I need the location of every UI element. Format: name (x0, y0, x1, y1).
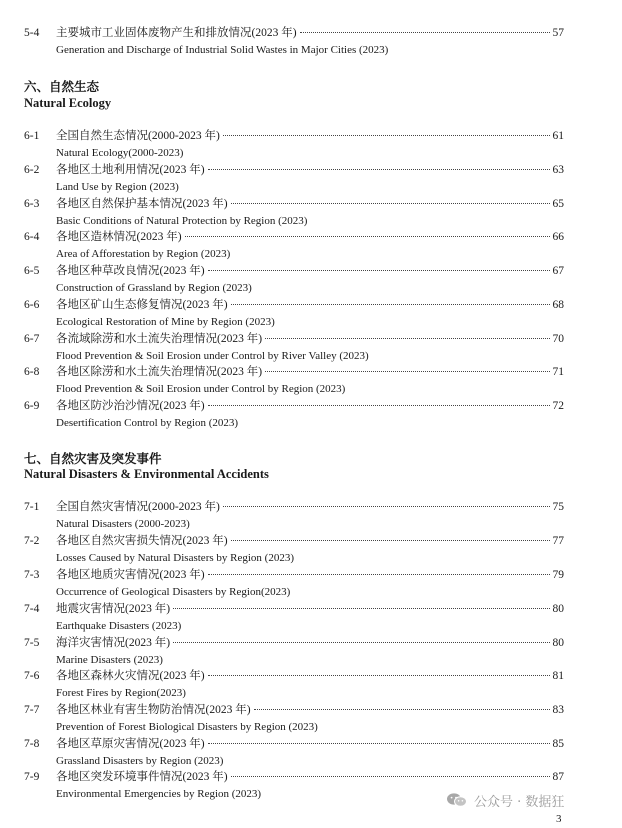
toc-entry[interactable] (24, 229, 564, 262)
entry-page: 67 (552, 265, 564, 277)
entry-page: 81 (552, 670, 564, 682)
entry-number: 7-4 (24, 603, 40, 615)
entry-number: 6-6 (24, 299, 40, 311)
dot-leader (173, 608, 549, 609)
entry-title-en: Prevention of Forest Biological Disasters by Region (2023) (56, 721, 318, 733)
entry-number: 7-9 (24, 771, 40, 783)
entry-title-zh: 各地区防沙治沙情况(2023 年) (56, 400, 205, 412)
dot-leader (254, 709, 550, 710)
toc-entry[interactable] (24, 601, 564, 634)
entry-title-zh: 各地区除涝和水土流失治理情况(2023 年) (56, 366, 263, 378)
toc-entry[interactable] (24, 331, 564, 364)
entry-number: 7-7 (24, 704, 40, 716)
entry-number: 6-8 (24, 366, 40, 378)
entry-number: 7-5 (24, 637, 40, 649)
entry-number: 7-1 (24, 501, 40, 513)
entry-page: 75 (552, 501, 564, 513)
entry-title-zh: 各地区森林火灾情况(2023 年) (56, 670, 205, 682)
toc-entry[interactable] (24, 398, 564, 431)
entry-title-zh: 各地区种草改良情况(2023 年) (56, 265, 205, 277)
entry-title-en: Flood Prevention & Soil Erosion under Control by Region (2023) (56, 383, 346, 395)
entry-number: 5-4 (24, 27, 40, 39)
watermark-text: 公众号 · 数据狂 (474, 794, 565, 810)
entry-page: 70 (552, 333, 564, 345)
toc-entry[interactable] (24, 162, 564, 195)
entry-number: 6-9 (24, 400, 40, 412)
entry-page: 63 (552, 164, 564, 176)
entry-title-zh: 各地区矿山生态修复情况(2023 年) (56, 299, 228, 311)
entry-title-zh: 各地区草原灾害情况(2023 年) (56, 738, 205, 750)
toc-entry[interactable] (24, 297, 564, 330)
entry-title-zh: 各地区造林情况(2023 年) (56, 231, 182, 243)
watermark (446, 790, 564, 810)
entry-title-zh: 全国自然生态情况(2000-2023 年) (56, 130, 220, 142)
wechat-icon (446, 792, 468, 808)
dot-leader (208, 743, 550, 744)
entry-page: 79 (552, 569, 564, 581)
entry-title-zh: 各地区土地利用情况(2023 年) (56, 164, 205, 176)
toc-entry[interactable] (24, 128, 564, 161)
entry-number: 6-7 (24, 333, 40, 345)
entry-title-zh: 海洋灾害情况(2023 年) (56, 637, 171, 649)
dot-leader (231, 304, 550, 305)
dot-leader (208, 169, 550, 170)
dot-leader (208, 270, 550, 271)
entry-title-zh: 各地区自然灾害损失情况(2023 年) (56, 535, 228, 547)
entry-title-en: Environmental Emergencies by Region (2023) (56, 788, 262, 800)
dot-leader (223, 506, 550, 507)
entry-page: 80 (552, 603, 564, 615)
entry-number: 6-4 (24, 231, 40, 243)
entry-page: 72 (552, 400, 564, 412)
entry-page: 87 (552, 771, 564, 783)
toc-entry[interactable] (24, 499, 564, 532)
entry-title-en: Area of Afforestation by Region (2023) (56, 248, 231, 260)
entry-title-en: Construction of Grassland by Region (2023) (56, 282, 252, 294)
dot-leader (265, 371, 549, 372)
dot-leader (208, 405, 550, 406)
entry-page: 83 (552, 704, 564, 716)
toc-entry[interactable] (24, 567, 564, 600)
page-number: 3 (556, 813, 562, 825)
section-heading-en: Natural Ecology (24, 96, 112, 110)
dot-leader (208, 675, 550, 676)
dot-leader (173, 642, 549, 643)
entry-title-zh: 各地区地质灾害情况(2023 年) (56, 569, 205, 581)
dot-leader (223, 135, 550, 136)
entry-page: 66 (552, 231, 564, 243)
entry-page: 80 (552, 637, 564, 649)
entry-title-zh: 主要城市工业固体废物产生和排放情况(2023 年) (56, 27, 297, 39)
dot-leader (231, 540, 550, 541)
entry-page: 57 (552, 27, 564, 39)
entry-title-en: Occurrence of Geological Disasters by Region(2023) (56, 586, 291, 598)
entry-title-en: Generation and Discharge of Industrial Solid Wastes in Major Cities (2023) (56, 44, 389, 56)
entry-number: 6-3 (24, 198, 40, 210)
entry-title-en: Ecological Restoration of Mine by Region (2023) (56, 316, 275, 328)
entry-number: 7-3 (24, 569, 40, 581)
entry-title-en: Losses Caused by Natural Disasters by Region (2023) (56, 552, 294, 564)
dot-leader (231, 203, 550, 204)
section-heading-en: Natural Disasters & Environmental Accidents (24, 467, 269, 481)
dot-leader (231, 776, 550, 777)
entry-title-zh: 各地区自然保护基本情况(2023 年) (56, 198, 228, 210)
dot-leader (265, 338, 549, 339)
entry-number: 7-2 (24, 535, 40, 547)
entry-page: 61 (552, 130, 564, 142)
entry-number: 6-5 (24, 265, 40, 277)
toc-entry[interactable] (24, 668, 564, 701)
entry-number: 7-6 (24, 670, 40, 682)
dot-leader (208, 574, 550, 575)
toc-entry[interactable] (24, 533, 564, 566)
entry-page: 77 (552, 535, 564, 547)
toc-entry[interactable] (24, 736, 564, 769)
entry-number: 7-8 (24, 738, 40, 750)
toc-entry[interactable] (24, 263, 564, 296)
section-heading-zh: 七、自然灾害及突发事件 (24, 451, 162, 466)
dot-leader (300, 32, 550, 33)
entry-title-en: Earthquake Disasters (2023) (56, 620, 182, 632)
entry-title-en: Marine Disasters (2023) (56, 654, 163, 666)
entry-page: 68 (552, 299, 564, 311)
toc-entry[interactable] (24, 25, 564, 58)
entry-number: 6-2 (24, 164, 40, 176)
entry-title-en: Flood Prevention & Soil Erosion under Control by River Valley (2023) (56, 350, 369, 362)
toc-entry[interactable] (24, 635, 564, 668)
entry-title-en: Natural Ecology(2000-2023) (56, 147, 184, 159)
entry-title-zh: 各流域除涝和水土流失治理情况(2023 年) (56, 333, 263, 345)
entry-title-zh: 各地区林业有害生物防治情况(2023 年) (56, 704, 251, 716)
entry-title-en: Forest Fires by Region(2023) (56, 687, 186, 699)
toc-entry[interactable] (24, 702, 564, 735)
entry-title-zh: 全国自然灾害情况(2000-2023 年) (56, 501, 220, 513)
entry-page: 71 (552, 366, 564, 378)
entry-page: 65 (552, 198, 564, 210)
entry-title-en: Desertification Control by Region (2023) (56, 417, 239, 429)
toc-entry[interactable] (24, 196, 564, 229)
entry-title-en: Land Use by Region (2023) (56, 181, 179, 193)
entry-title-en: Basic Conditions of Natural Protection by Region (2023) (56, 215, 308, 227)
entry-title-zh: 各地区突发环境事件情况(2023 年) (56, 771, 228, 783)
entry-title-en: Grassland Disasters by Region (2023) (56, 755, 224, 767)
toc-entry[interactable] (24, 364, 564, 397)
entry-title-en: Natural Disasters (2000-2023) (56, 518, 190, 530)
dot-leader (185, 236, 550, 237)
section-heading-zh: 六、自然生态 (24, 79, 100, 94)
entry-title-zh: 地震灾害情况(2023 年) (56, 603, 171, 615)
entry-page: 85 (552, 738, 564, 750)
entry-number: 6-1 (24, 130, 40, 142)
